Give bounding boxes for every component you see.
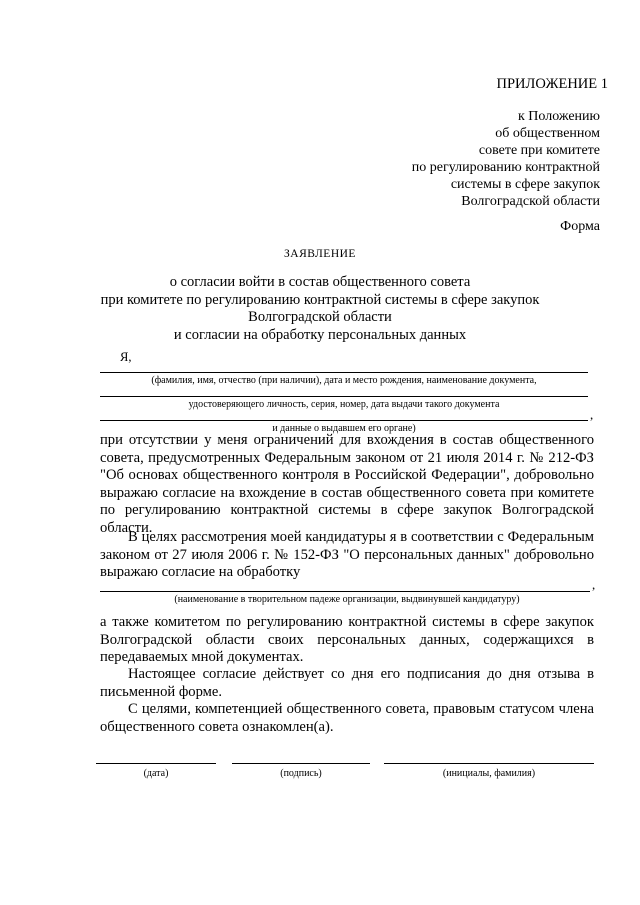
paragraph-acknowledgement: С целями, компетенцией общественного совета, правовым статусом члена общественного совета ознакомлен(а). [100,701,594,735]
statement-subtitle [60,274,580,344]
appendix-line: Волгоградской области [461,194,600,209]
appendix-line: системы в сфере закупок [450,177,600,192]
signature-line[interactable] [232,763,370,764]
fill-comma-1: , [590,407,594,422]
fill-hint-1: (фамилия, имя, отчество (при наличии), дата и место рождения, наименование документа, [151,375,537,386]
appendix-line: к Положению [517,109,600,124]
form-label: Форма [560,219,600,234]
date-line[interactable] [96,763,216,764]
fill-comma-2: , [592,577,596,592]
appendix-title: ПРИЛОЖЕНИЕ 1 [496,76,608,92]
i-label: Я, [120,350,132,364]
subtitle-line: и согласии на обработку персональных данных [173,326,467,343]
subtitle-line: о согласии войти в состав общественного совета [169,274,471,290]
appendix-reference [280,108,600,210]
signature-caption: (подпись) [280,768,322,779]
appendix-line: об общественном [495,126,600,141]
paragraph-personal-data [100,529,594,582]
fill-line-2[interactable] [100,396,588,397]
appendix-line: совете при комитете [478,143,600,158]
name-line[interactable] [384,763,594,764]
subtitle-line: Волгоградской области [248,309,392,325]
name-caption: (инициалы, фамилия) [442,768,536,779]
fill-line-4[interactable] [100,591,590,592]
paragraph-validity: Настоящее согласие действует со дня его подписания до дня отзыва в письменной форме. [100,666,594,700]
fill-hint-4: (наименование в творительном падеже организации, выдвинувшей кандидатуру) [174,594,520,605]
date-caption: (дата) [143,768,169,779]
paragraph-consent: при отсутствии у меня ограничений для вхождения в состав общественного совета, предусмотренных Федеральным законом от 21 июля 2014 г. № 212-ФЗ "Об основах общественного контроля в Российской Федерации", добровольно выражаю согласие на вхождение в состав общественного совета при комитете по регулированию контрактной системы в сфере закупок Волгоградской области. [100,432,594,536]
appendix-line: по регулированию контрактной [411,160,600,175]
fill-hint-3: и данные о выдавшем его органе) [272,423,416,434]
subtitle-line: при комитете по регулированию контрактной системы в сфере закупок [100,291,540,308]
fill-line-1[interactable] [100,372,588,373]
statement-title: ЗАЯВЛЕНИЕ [284,248,356,260]
fill-hint-2: удостоверяющего личность, серия, номер, дата выдачи такого документа [188,399,500,410]
paragraph-personal-data-text: В целях рассмотрения моей кандидатуры я в соответствии с Федеральным законом от 27 июля 2006 г. № 152-ФЗ "О персональных данных" добровольно выражаю согласие на обработку [100,529,594,581]
paragraph-committee: а также комитетом по регулированию контрактной системы в сфере закупок Волгоградской области своих персональных данных, содержащихся в передаваемых мной документах. [100,614,594,666]
fill-line-3[interactable] [100,420,588,421]
